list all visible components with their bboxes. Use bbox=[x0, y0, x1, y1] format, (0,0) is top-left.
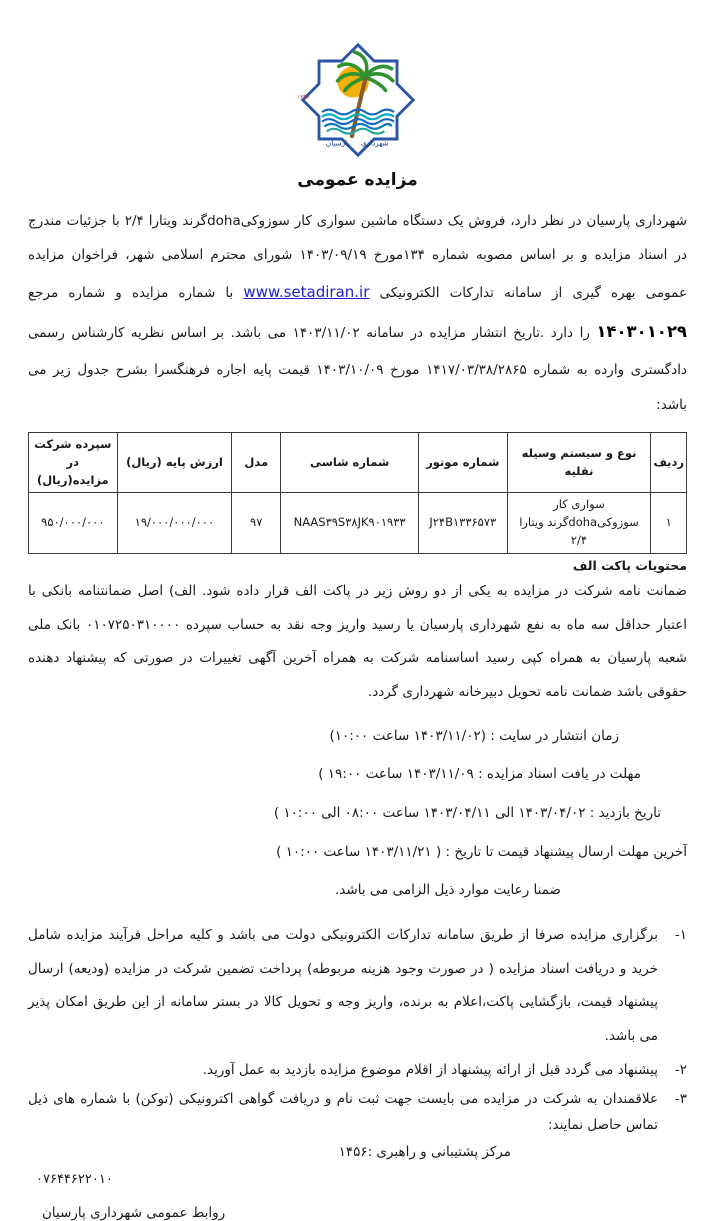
note-item-1 bbox=[28, 919, 687, 1054]
cell-row-number: ۱ bbox=[651, 493, 687, 553]
vehicle-table bbox=[28, 432, 687, 554]
cell-model-year: ۹۷ bbox=[232, 493, 281, 553]
offer-deadline-line: آخرین مهلت ارسال پیشنهاد قیمت تا تاریخ : ( ۱۴۰۳/۱۱/۲۱ ساعت ۱۰:۰۰ ) bbox=[276, 843, 687, 860]
page-title: مزایده عمومی bbox=[297, 170, 418, 190]
col-deposit: سپرده شرکت در مزایده(ریال) bbox=[29, 433, 118, 493]
compliance-note-line: ضمنا رعایت موارد ذیل الزامی می باشد. bbox=[335, 882, 561, 899]
intro-text-after-ref: را دارد .تاریخ انتشار مزایده در سامانه ۱۴۰۳/۱۱/۰۲ می باشد. بر اساس نظریه کارشناس رسمی دادگستری وارده به شماره ۱۴۱۷/۰۳/۳۸/۲۸۶۵ مورخ ۱۴۰۳/۱۰/۰۹ قیمت پایه اجاره فرهنگسرا بشرح جدول زیر می باشد: bbox=[28, 325, 687, 413]
cell-engine-number: J۲۴B۱۳۳۶۵۷۳ bbox=[419, 493, 508, 553]
schedule-section bbox=[28, 726, 687, 902]
octagram-star-shape bbox=[302, 45, 412, 155]
visit-date-line: تاریخ بازدید : ۱۴۰۳/۰۴/۰۲ الی ۱۴۰۳/۰۴/۱۱ ساعت ۰۸:۰۰ الی ۱۰:۰۰ ) bbox=[273, 805, 661, 822]
cell-vehicle-type: سواری کار سوزوکیdohaگرند ویتارا ۲/۴ bbox=[507, 493, 651, 553]
intro-text-before-link: شهرداری پارسیان در نظر دارد، فروش یک دستگاه ماشین سواری کار سوزوکیdohaگرند ویتارا ۲/۴ با جزئیات مندرج در اسناد مزایده و بر اساس مصوبه شماره ۱۳۴مورخ ۱۴۰۳/۰۹/۱۹ شورای محترم اسلامی شهر، فراخوان مزایده عمومی بهره گیری از سامانه تدارکات الکترونیکی bbox=[28, 213, 688, 301]
cell-base-value: ۱۹/۰۰۰/۰۰۰/۰۰۰ bbox=[117, 493, 232, 553]
publish-time-line: زمان انتشار در سایت : (۱۴۰۳/۱۱/۰۲ ساعت ۱۰:۰۰) bbox=[329, 727, 619, 744]
contact-phone-number: ۰۷۶۴۴۶۲۲۰۱۰ bbox=[36, 1171, 113, 1187]
note-item-3 bbox=[28, 1086, 687, 1139]
note-item-2 bbox=[28, 1057, 687, 1083]
intro-text-after-link: با شماره مزایده و شماره مرجع bbox=[28, 284, 244, 301]
note-number: ۲- bbox=[674, 1061, 687, 1078]
cell-deposit: ۹۵۰/۰۰۰/۰۰۰ bbox=[29, 493, 118, 553]
notes-list bbox=[28, 919, 687, 1139]
support-center-line: مرکز پشتیبانی و راهبری :۱۴۵۶ bbox=[338, 1143, 511, 1160]
note-number: ۳- bbox=[674, 1091, 687, 1108]
intro-paragraph bbox=[28, 204, 687, 422]
col-engine-number: شماره موتور bbox=[419, 433, 508, 493]
parsian-municipality-emblem-icon bbox=[298, 40, 418, 160]
logo-name-right-text: شهرداری bbox=[360, 138, 389, 148]
table-header-row bbox=[29, 433, 687, 493]
note-text: پیشنهاد می گردد قبل از ارائه پیشنهاد از اقلام موضوع مزایده بازدید به عمل آورید. bbox=[202, 1061, 658, 1078]
note-number: ۱- bbox=[674, 926, 687, 943]
table-row bbox=[29, 493, 687, 553]
note-text: علاقمندان به شرکت در مزایده می بایست جهت ثبت نام و دریافت گواهی اکترونیکی (توکن) با شماره های ذیل تماس حاصل نمایند: bbox=[28, 1091, 658, 1134]
municipality-logo bbox=[28, 40, 687, 164]
auction-reference-number: ۱۴۰۳۰۱۰۲۹ bbox=[596, 322, 687, 342]
envelope-a-heading: محتویات پاکت الف bbox=[572, 557, 687, 573]
col-chassis-number: شماره شاسی bbox=[281, 433, 419, 493]
logo-name-left-text: پارسیان bbox=[325, 138, 349, 148]
col-model-year: مدل bbox=[232, 433, 281, 493]
col-vehicle-type: نوع و سیستم وسیله نقلیه bbox=[507, 433, 651, 493]
col-row-number: ردیف bbox=[651, 433, 687, 493]
cell-chassis-number: NAAS۳۹S۳۸JK۹۰۱۹۳۳ bbox=[281, 493, 419, 553]
logo-year-text: ۱۳۴۴ bbox=[297, 93, 310, 101]
document-deadline-line: مهلت در یافت اسناد مزایده : ۱۴۰۳/۱۱/۰۹ ساعت ۱۹:۰۰ ) bbox=[318, 766, 641, 783]
note-text: برگزاری مزایده صرفا از طریق سامانه تدارکات الکترونیکی دولت می باشد و کلیه مراحل فرآیند مزایده شامل خرید و دریافت اسناد مزایده ( در صورت وجود هزینه مربوطه) پرداخت تضمین شرکت در مزایده (ودیعه) ارسال پیشنهاد قیمت، بازگشایی پاکت،اعلام به برنده، واریز وجه و تحویل کالا در بستر سامانه از این طریق امکان پذیر می باشد. bbox=[28, 926, 658, 1045]
public-relations-signature: روابط عمومی شهرداری پارسیان bbox=[42, 1204, 226, 1221]
guarantee-paragraph: ضمانت نامه شرکت در مزایده به یکی از دو روش زیر در پاکت الف قرار داده شود. الف) اصل ضمانتنامه بانکی با اعتبار حداقل سه ماه به نفع شهرداری پارسیان یا رسید واریز وجه نقد به حساب سپرده ۰۱۰۷۲۵۰۳۱۰۰۰۰ بانک ملی شعبه پارسیان به همراه کپی رسید اساسنامه شرکت به همراه آخرین آگهی تغییرات در صورتی که پیشنهاد دهنده حقوقی باشد ضمانت نامه تحویل دبیرخانه شهرداری گردد. bbox=[28, 582, 688, 701]
col-base-value: ارزش پایه (ریال) bbox=[117, 433, 232, 493]
setadiran-link[interactable]: www.setadiran.ir bbox=[243, 282, 370, 301]
